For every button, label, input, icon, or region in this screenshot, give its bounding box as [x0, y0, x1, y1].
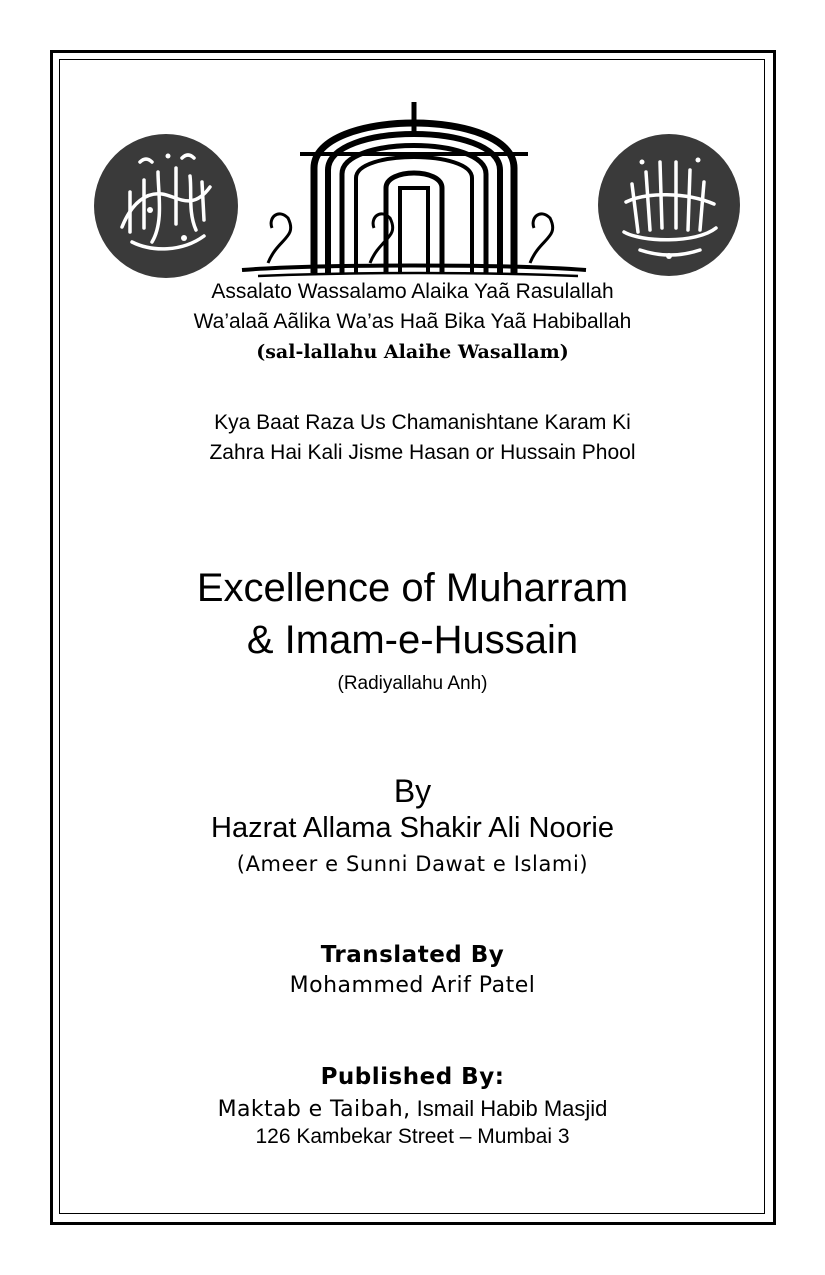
- book-title: [0, 562, 825, 666]
- publisher-address: 126 Kambekar Street – Mumbai 3: [255, 1125, 570, 1148]
- publisher-name: Maktab e Taibah,: [217, 1097, 411, 1122]
- la-ilaha-illallah-calligraphy-icon: [596, 132, 742, 278]
- by-label: By: [393, 773, 432, 809]
- salutation-line-1: Assalato Wassalamo Alaika Yaã Rasulallah: [211, 280, 614, 303]
- salutation-block: [0, 277, 825, 367]
- salutation-line-3: (sal-lallahu Alaihe Wasallam): [256, 341, 569, 363]
- bismillah-arch-calligraphy-icon: [238, 88, 590, 278]
- publisher-line-1: [0, 1096, 825, 1122]
- translated-by-heading: Translated By: [320, 942, 505, 968]
- translator-name: Mohammed Arif Patel: [289, 973, 536, 998]
- book-title-line-2: & Imam-e-Hussain: [246, 618, 579, 662]
- couplet-line-2: Zahra Hai Kali Jisme Hasan or Hussain Phool: [209, 441, 636, 464]
- couplet-line-1: Kya Baat Raza Us Chamanishtane Karam Ki: [214, 411, 631, 434]
- title-honorific: (Radiyallahu Anh): [337, 673, 488, 694]
- publisher-masjid: Ismail Habib Masjid: [410, 1096, 608, 1121]
- book-title-line-1: Excellence of Muharram: [196, 566, 629, 610]
- published-by-heading: Published By:: [320, 1064, 505, 1090]
- salutation-line-2: Wa’alaã Aãlika Wa’as Haã Bika Yaã Habiballah: [193, 310, 632, 333]
- couplet-block: [0, 408, 825, 468]
- author-name: Hazrat Allama Shakir Ali Noorie: [211, 812, 614, 844]
- author-role: (Ameer e Sunni Dawat e Islami): [236, 852, 589, 876]
- muhammad-rasulullah-calligraphy-icon: [92, 132, 240, 280]
